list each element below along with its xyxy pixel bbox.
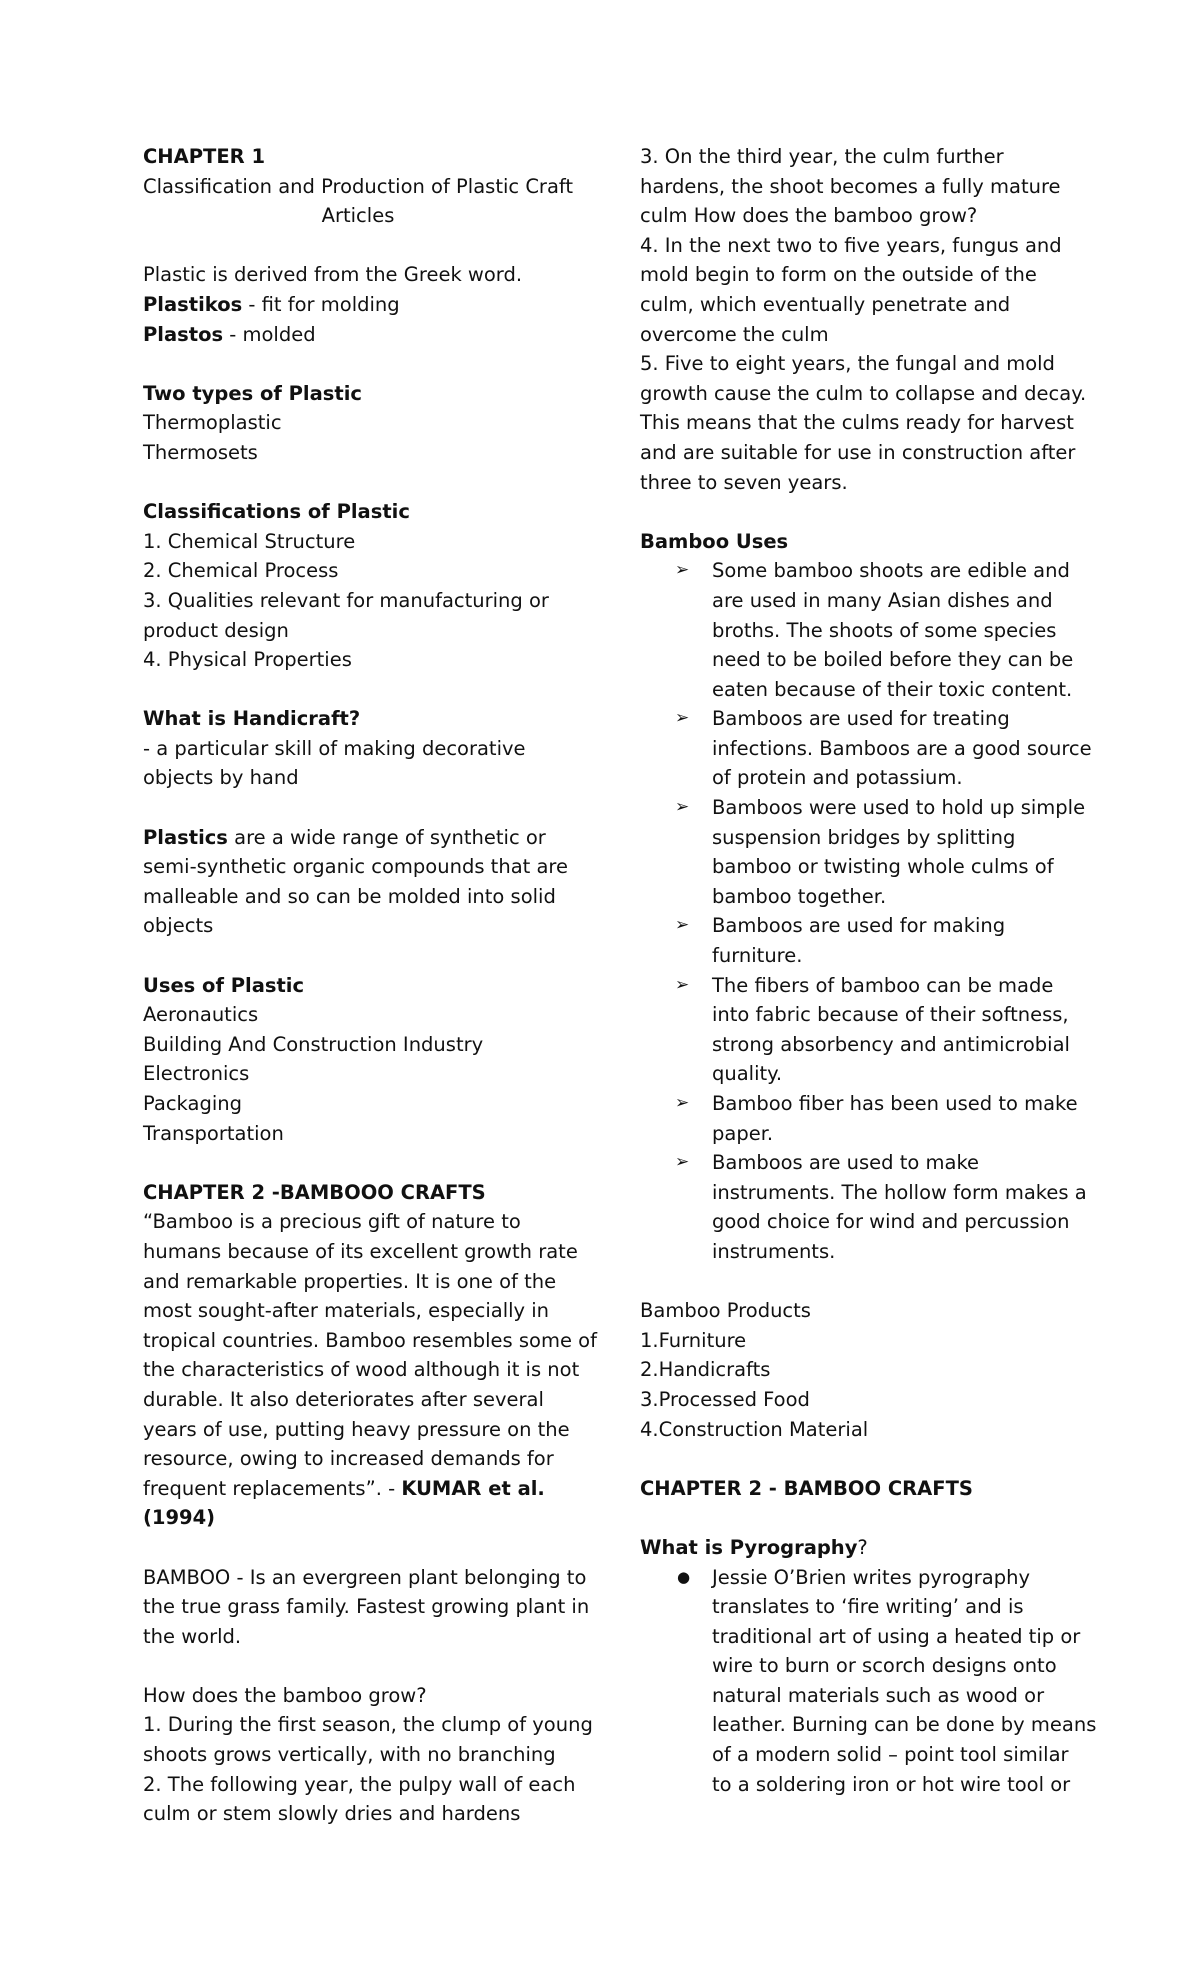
greek-origin-text: Plastic is derived from the Greek word. (143, 263, 523, 287)
bamboo-uses-heading: Bamboo Uses (640, 529, 789, 553)
quote-citation-year: (1994) (143, 1506, 216, 1530)
arrow-bullet-icon: ➢ (675, 1152, 690, 1173)
list-item: 1.Furniture (640, 1328, 747, 1352)
chapter1-subtitle-line1: Classification and Production of Plastic Craft (143, 174, 574, 198)
list-item: ➢ Bamboo fiber has been used to make paper. (640, 1089, 1070, 1148)
list-item: Electronics (143, 1062, 250, 1086)
paragraph-line: BAMBOO - Is an evergreen plant belonging to (143, 1565, 587, 1589)
handicraft-heading: What is Handicraft? (143, 707, 361, 731)
list-item: Thermosets (143, 440, 258, 464)
list-item: 2. Chemical Process (143, 559, 339, 583)
chapter1-title: CHAPTER 1 (143, 145, 266, 168)
list-item: 3. Qualities relevant for manufacturing or (143, 588, 549, 612)
quote-line: tropical countries. Bamboo resembles some of (143, 1328, 597, 1352)
bullet-dot-icon: ● (677, 1567, 691, 1586)
list-item: Building And Construction Industry (143, 1032, 484, 1056)
paragraph-line: 2. The following year, the pulpy wall of each (143, 1772, 576, 1796)
arrow-bullet-icon: ➢ (675, 797, 690, 818)
quote-line: the characteristics of wood although it is not (143, 1358, 580, 1382)
list-item: ➢ Bamboos are used to make instruments. The hollow form makes a good choice for wind and percussion instruments. (640, 1148, 1070, 1266)
bamboo-products-heading: Bamboo Products (640, 1299, 811, 1323)
quote-line: years of use, putting heavy pressure on the (143, 1417, 570, 1441)
list-item: Packaging (143, 1092, 242, 1115)
list-item: ➢ Bamboos are used for making furniture. (640, 911, 1070, 970)
quote-line: most sought-after materials, especially in (143, 1299, 550, 1323)
list-item: Thermoplastic (143, 411, 282, 435)
right-column (640, 142, 1097, 1799)
paragraph-line: shoots grows vertically, with no branching (143, 1743, 556, 1767)
paragraph-line: the true grass family. Fastest growing plant in (143, 1595, 590, 1619)
paragraph-line: the world. (143, 1624, 242, 1648)
quote-line: durable. It also deteriorates after several (143, 1387, 544, 1411)
paragraph-line: How does the bamboo grow? (143, 1683, 427, 1707)
classifications-heading: Classifications of Plastic (143, 500, 410, 524)
paragraph-line: overcome the culm (640, 322, 829, 346)
quote-citation: frequent replacements”. - KUMAR et al. (143, 1476, 545, 1500)
plastikos-definition: Plastikos - fit for molding (143, 292, 400, 316)
plastics-definition: Plastics are a wide range of synthetic or (143, 825, 546, 849)
paragraph-line: objects (143, 914, 214, 938)
quote-line: resource, owing to increased demands for (143, 1447, 554, 1471)
pyrography-heading: What is Pyrography? (640, 1535, 868, 1559)
arrow-bullet-icon: ➢ (675, 560, 690, 581)
paragraph-line: semi-synthetic organic compounds that are (143, 855, 569, 879)
list-item: Transportation (143, 1121, 284, 1145)
paragraph-line: culm, which eventually penetrate and (640, 292, 1011, 316)
list-item: ➢ Some bamboo shoots are edible and are used in many Asian dishes and broths. The shoots of some species need to be boiled before they can be eaten because of their toxic content. (640, 556, 1070, 704)
paragraph-line: mold begin to form on the outside of the (640, 263, 1037, 287)
paragraph-line: malleable and so can be molded into solid (143, 884, 556, 908)
list-item: 3.Processed Food (640, 1387, 810, 1411)
two-types-heading: Two types of Plastic (143, 381, 362, 405)
paragraph-line: 4. In the next two to five years, fungus and (640, 233, 1062, 257)
plastos-definition: Plastos - molded (143, 322, 316, 346)
quote-line: “Bamboo is a precious gift of nature to (143, 1210, 521, 1234)
paragraph-line: growth cause the culm to collapse and decay. (640, 381, 1087, 405)
quote-line: and remarkable properties. It is one of the (143, 1269, 557, 1293)
list-item: 4. Physical Properties (143, 648, 352, 672)
paragraph-line: culm How does the bamboo grow? (640, 204, 978, 228)
chapter2-heading: CHAPTER 2 -BAMBOOO CRAFTS (143, 1180, 486, 1204)
paragraph-line: three to seven years. (640, 470, 848, 494)
quote-line: humans because of its excellent growth rate (143, 1239, 578, 1263)
uses-of-plastic-heading: Uses of Plastic (143, 973, 305, 997)
arrow-bullet-icon: ➢ (675, 708, 690, 729)
left-column (143, 142, 597, 1829)
list-item: product design (143, 618, 289, 642)
list-item: 2.Handicrafts (640, 1358, 771, 1382)
paragraph-line: culm or stem slowly dries and hardens (143, 1802, 521, 1826)
chapter1-subtitle-line2: Articles (321, 204, 395, 228)
paragraph-line: This means that the culms ready for harvest (640, 411, 1074, 435)
arrow-bullet-icon: ➢ (675, 915, 690, 936)
paragraph-line: hardens, the shoot becomes a fully mature (640, 174, 1061, 198)
list-item: 1. Chemical Structure (143, 529, 356, 553)
arrow-bullet-icon: ➢ (675, 974, 690, 995)
paragraph-line: 5. Five to eight years, the fungal and mold (640, 352, 1055, 376)
chapter2-bamboo-crafts-heading: CHAPTER 2 - BAMBOO CRAFTS (640, 1476, 973, 1500)
paragraph-line: 1. During the first season, the clump of young (143, 1713, 593, 1737)
paragraph-line: objects by hand (143, 766, 299, 790)
list-item: ➢ Bamboos are used for treating infections. Bamboos are a good source of protein and potassium. (640, 704, 1070, 793)
arrow-bullet-icon: ➢ (675, 1093, 690, 1113)
list-item: ➢ Bamboos were used to hold up simple suspension bridges by splitting bamboo or twisting whole culms of bamboo together. (640, 793, 1070, 911)
list-item: ● Jessie O’Brien writes pyrography translates to ‘fire writing’ and is traditional art of using a heated tip or wire to burn or scorch designs onto natural materials such as wood or leather. Burning can be done by means of a modern solid – point tool similar to a soldering iron or hot wire tool or (640, 1563, 1070, 1800)
list-item: ➢ The fibers of bamboo can be made into fabric because of their softness, strong absorbency and antimicrobial quality. (640, 971, 1070, 1089)
list-item: 4.Construction Material (640, 1417, 869, 1441)
list-item: Aeronautics (143, 1003, 259, 1027)
paragraph-line: - a particular skill of making decorative (143, 736, 526, 760)
paragraph-line: and are suitable for use in construction after (640, 440, 1076, 464)
paragraph-line: 3. On the third year, the culm further (640, 145, 1004, 168)
